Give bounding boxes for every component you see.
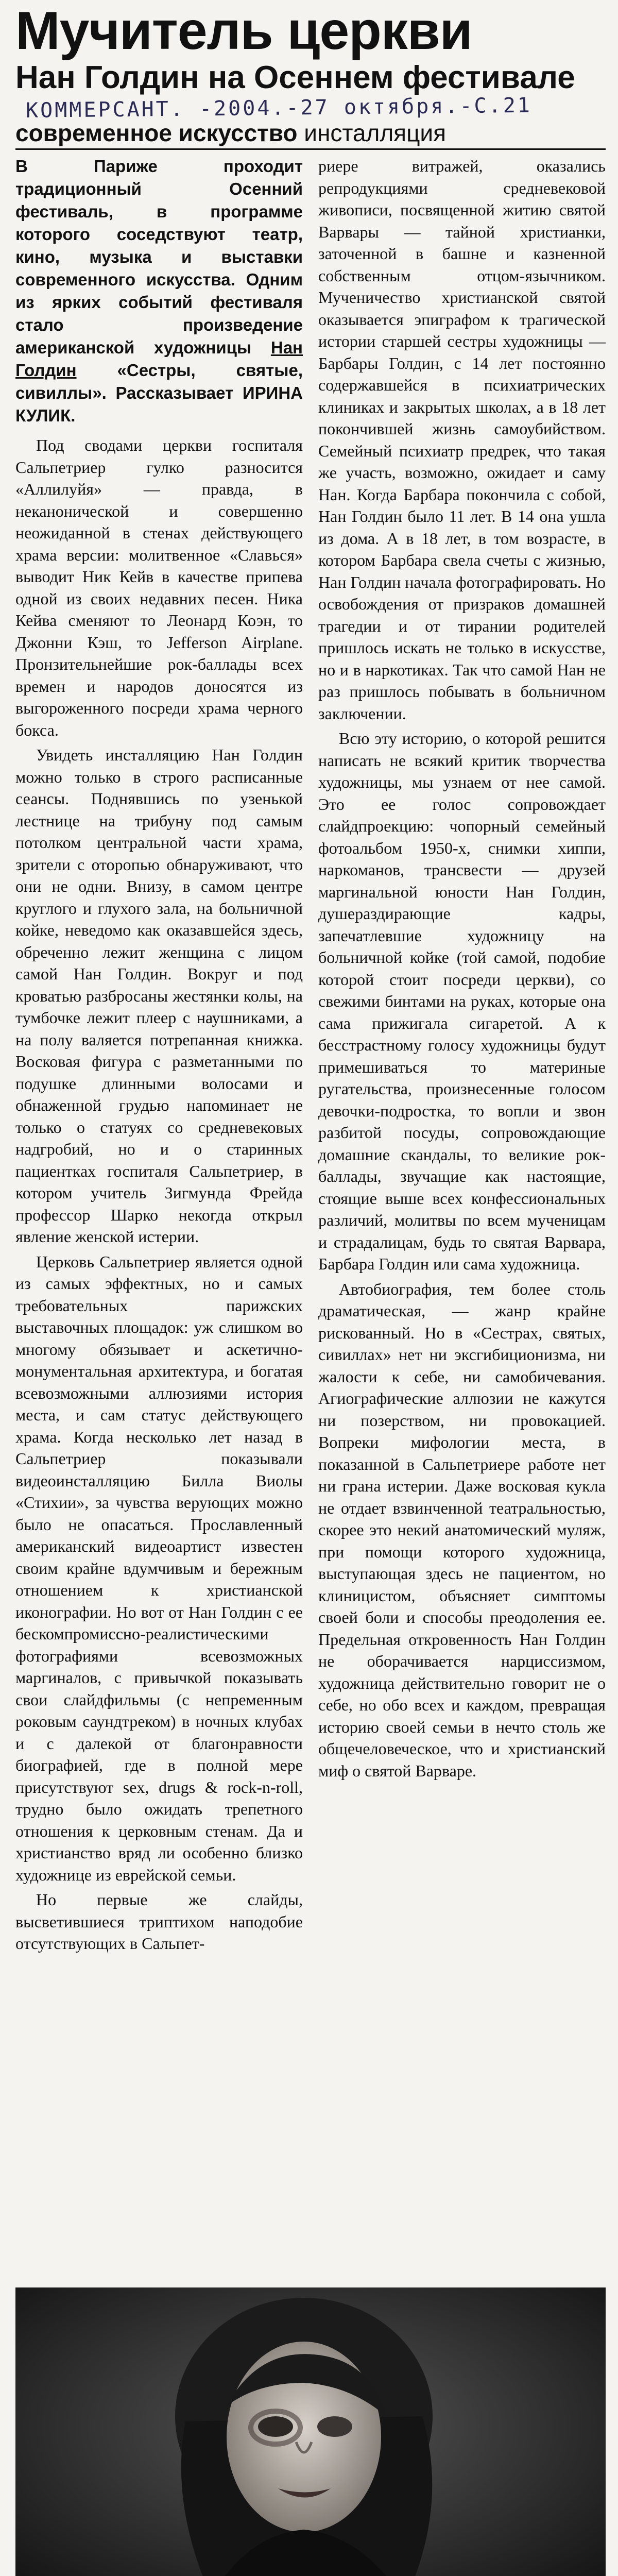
photo-block	[15, 2287, 606, 2576]
body-paragraph: Под сводами церкви госпиталя Сальпетриер гулко разносится «Аллилуйя» — правда, в неканонической и совершенно неожиданной в стенах действующего храма версии: молитвенное «Славься» выводит Ник Кейв в качестве припева одной из своих недавних песен. Ника Кейва сменяют то Леонард Коэн, то Джонни Кэш, то Jefferson Airplane. Пронзительнейшие рок-баллады всех времен и народов доносятся из выгороженного посреди храма черного бокса.	[15, 436, 303, 739]
left-column	[15, 155, 303, 1958]
author-name: ИРИНА КУЛИК.	[15, 383, 303, 425]
lead-text: В Париже проходит традиционный Осенний фестиваль, в программе которого соседствуют театр, кино, музыка и выставки современного искусства. Одним из ярких событий фестиваля стало произведение американской художницы	[15, 157, 303, 357]
right-column	[318, 155, 606, 1958]
body-paragraph: Церковь Сальпетриер является одной из самых эффектных, но и самых требовательных парижских выставочных площадок: уж слишком во многому обязывает и аскетично-монументальная архитектура, и богатая всевозможными аллюзиями история места, и сам статус действующего храма. Когда несколько лет назад в Сальпетриер показывали видеоинсталляцию Билла Виолы «Стихии», за чувства верующих можно было не опасаться. Прославленный американский видеоартист известен своим крайне вдумчивым и бережным отношением к христианской иконографии. Но вот от Нан Голдин с ее бескомпромиссно-реалистическими фотографиями всевозможных маргиналов, с привычкой показывать свои слайдфильмы (с непременным роковым саундтреком) в ночных клубах и с далекой от благонравности биографией, где в полной мере присутствуют sex, drugs & rock-n-roll, трудно было ожидать трепетного отношения к церковным стенам. Да и христианство вряд ли особенно близко художнице из еврейской семьи.	[15, 1252, 303, 1884]
rubric-sub: инсталляция	[304, 120, 447, 146]
rubric-main: современное искусство	[15, 120, 298, 146]
body-paragraph: Всю эту историю, о которой решится написать не всякий критик творчества художницы, мы узнаем от нее самой. Это ее голос сопровождает слайдпроекцию: чопорный семейный фотоальбом 1950-х, снимки хиппи, наркоманов, трансвести — друзей маргинальной юности Нан Голдин, душераздирающие кадры, запечатлевшие художницу на больничной койке (той самой, подобие которой стоит посреди церкви), со свежими бинтами на руках, которые она сама прижигала сигаретой. А к бесстрастному голосу художницы будут примешиваться то материные ругательства, произнесенные голосом девочки-подростка, то вопли и звон разбитой посуды, сопровождающие домашние скандалы, то великие рок-баллады, звучащие как настоящие, стоящие выше всех конфессиональных различий, молитвы по всем мученицам и страдалицам, будь то святая Варвара, Барбара Голдин или сама художница.	[318, 729, 606, 1273]
body-paragraph: Автобиография, тем более столь драматическая, — жанр крайне рискованный. Но в «Сестрах, святых, сивиллах» нет ни эксгибиционизма, ни жалости к себе, ни самобичевания. Агиографические аллюзии не кажутся ни позерством, ни провокацией. Вопреки мифологии места, в показанной в Сальпетриере работе нет ни грана истерии. Даже восковая кукла не отдает взвинченной театральностью, скорее это некий анатомический муляж, при помощи которого художница, выступающая здесь не пациентом, но клиницистом, объясняет симптомы своей боли и способы преодоления ее. Предельная откровенность Нан Голдин не оборачивается нарциссизмом, художница действительно говорит не о себе, но обо всех и каждом, превращая историю своей семьи в нечто столь же общечеловеческое, что и христианский миф о святой Варваре.	[318, 1279, 606, 1780]
handwritten-source-note: КОММЕРСАНТ. -2004.-27 октября.-С.21	[25, 93, 533, 123]
lead-text-2: «Сестры, святые, сивиллы». Рассказывает	[15, 361, 303, 402]
body-paragraph: Но первые же слайды, высветившиеся триптихом наподобие отсутствующих в Сальпет-	[15, 1890, 303, 1953]
subhead: Нан Голдин на Осеннем фестивале	[15, 60, 575, 95]
artist-name: Нан Голдин	[15, 338, 303, 380]
lead-paragraph	[15, 155, 303, 427]
body-paragraph: Увидеть инсталляцию Нан Голдин можно только в строго расписанные сеансы. Поднявшись по узенькой лестнице на трибуну под самым потолком центральной части храма, зрители с оторопью обнаруживают, что они не одни. Внизу, в самом центре круглого и глухого зала, на больничной койке, неведомо как оказавшейся здесь, обреченно лежит женщина с лицом самой Нан Голдин. Вокруг и под кроватью разбросаны жестянки колы, на тумбочке лежит плеер с наушниками, а на полу валяется потрепанная книжка. Восковая фигура с разметанными по подушке длинными волосами и обнаженной грудью напоминает не только о статуях со средневековых надгробий, но и о старинных пациентках госпиталя Сальпетриер, в котором учитель Зигмунда Фрейда профессор Шарко некогда открыл явление женской истерии.	[15, 745, 303, 1246]
portrait-photo	[15, 2287, 606, 2576]
section-rubric	[15, 120, 606, 150]
body-paragraph: риере витражей, оказались репродукциями средневековой живописи, посвященной житию святой Варвары — тайной христианки, заточенной в башне и казненной собственным отцом-язычником. Мученичество христианской святой оказывается эпиграфом к трагической истории старшей сестры художницы — Барбары Голдин, с 14 лет постоянно содержавшейся в психиатрических клиниках и закрытых школах, а в 18 лет покончившей жизнь самоубийством. Семейный психиатр предрек, что такая же участь, возможно, ожидает и саму Нан. Когда Барбара покончила с собой, Нан Голдин было 11 лет. В 14 она ушла из дома. А в 18 лет, в том возрасте, в котором Барбара свела счеты с жизнью, Нан Голдин начала фотографировать. Но освобождения от призраков домашней трагедии и от тирании родителей пришлось искать не только в искусстве, но и в наркотиках. Так что самой Нан не раз пришлось побывать в больничном заключении.	[318, 157, 606, 723]
article-columns	[15, 155, 606, 1958]
headline: Мучитель церкви	[15, 1, 472, 61]
